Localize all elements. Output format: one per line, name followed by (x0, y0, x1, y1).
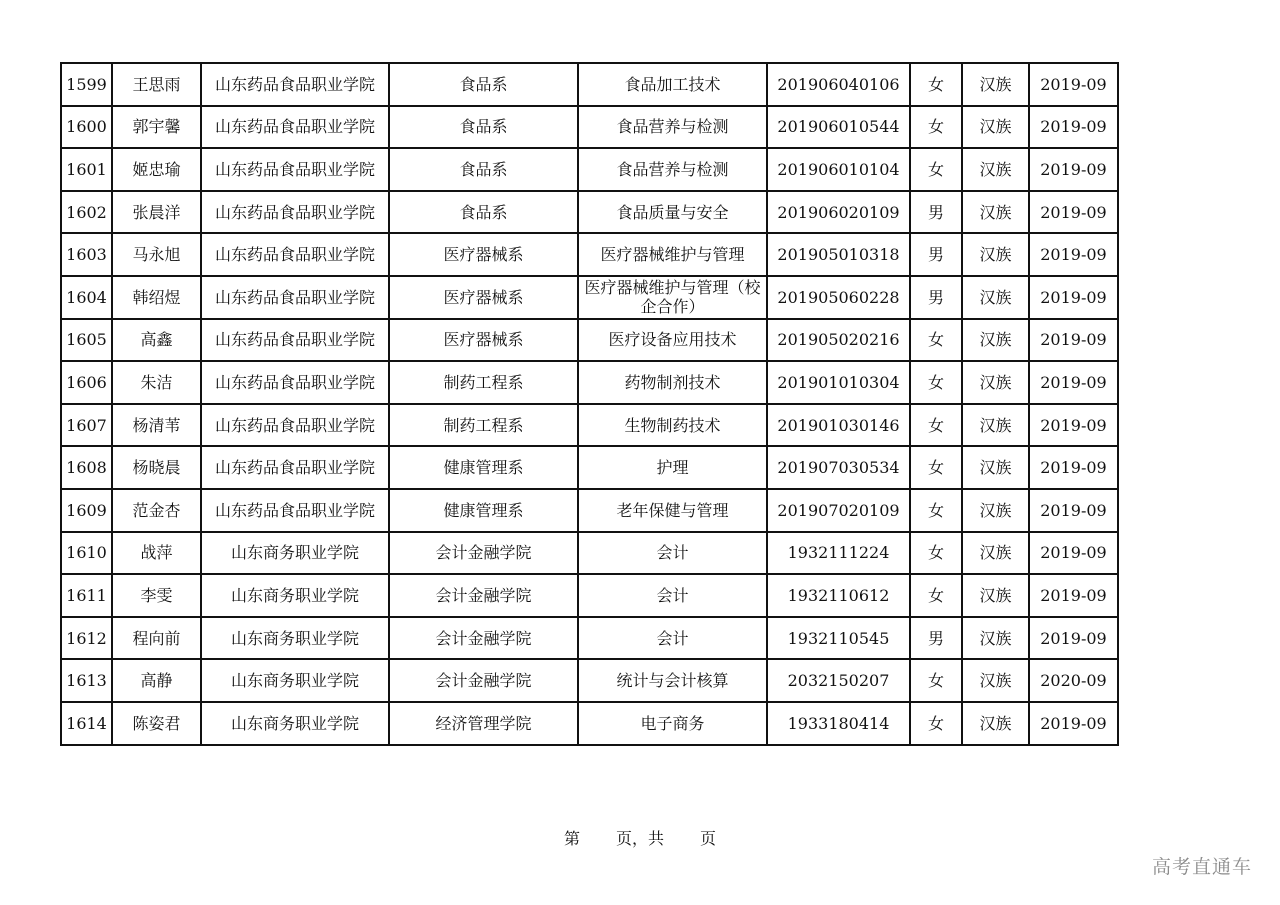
gender-cell: 女 (910, 404, 962, 447)
row-number-cell: 1614 (61, 702, 112, 745)
ethnicity-cell: 汉族 (962, 617, 1029, 660)
student-name-cell: 李雯 (112, 574, 201, 617)
student-name-cell: 战萍 (112, 532, 201, 575)
major-cell: 会计 (578, 574, 767, 617)
student-id-cell: 201905060228 (767, 276, 910, 319)
ethnicity-cell: 汉族 (962, 361, 1029, 404)
major-cell: 药物制剂技术 (578, 361, 767, 404)
table-row (61, 106, 1118, 149)
table-row (61, 659, 1118, 702)
school-cell: 山东药品食品职业学院 (201, 276, 389, 319)
ethnicity-cell: 汉族 (962, 489, 1029, 532)
row-number-cell: 1610 (61, 532, 112, 575)
row-number-cell: 1608 (61, 446, 112, 489)
enrollment-date-cell: 2019-09 (1029, 702, 1118, 745)
department-cell: 经济管理学院 (389, 702, 578, 745)
enrollment-date-cell: 2019-09 (1029, 361, 1118, 404)
row-number-cell: 1600 (61, 106, 112, 149)
department-cell: 医疗器械系 (389, 319, 578, 362)
department-cell: 会计金融学院 (389, 574, 578, 617)
student-id-cell: 201906010544 (767, 106, 910, 149)
footer-page-label: 第 (563, 829, 580, 848)
gender-cell: 女 (910, 702, 962, 745)
gender-cell: 女 (910, 446, 962, 489)
table-row (61, 319, 1118, 362)
school-cell: 山东药品食品职业学院 (201, 489, 389, 532)
student-id-cell: 201906020109 (767, 191, 910, 234)
row-number-cell: 1612 (61, 617, 112, 660)
row-number-cell: 1602 (61, 191, 112, 234)
student-id-cell: 201907030534 (767, 446, 910, 489)
major-cell: 医疗器械维护与管理 (578, 233, 767, 276)
table-row (61, 276, 1118, 319)
major-cell: 食品质量与安全 (578, 191, 767, 234)
gender-cell: 女 (910, 319, 962, 362)
ethnicity-cell: 汉族 (962, 106, 1029, 149)
student-id-cell: 201901030146 (767, 404, 910, 447)
student-id-cell: 201907020109 (767, 489, 910, 532)
department-cell: 制药工程系 (389, 404, 578, 447)
row-number-cell: 1609 (61, 489, 112, 532)
table-row (61, 574, 1118, 617)
school-cell: 山东药品食品职业学院 (201, 63, 389, 106)
enrollment-date-cell: 2019-09 (1029, 106, 1118, 149)
enrollment-date-cell: 2019-09 (1029, 276, 1118, 319)
department-cell: 制药工程系 (389, 361, 578, 404)
gender-cell: 女 (910, 361, 962, 404)
school-cell: 山东药品食品职业学院 (201, 106, 389, 149)
row-number-cell: 1601 (61, 148, 112, 191)
department-cell: 食品系 (389, 106, 578, 149)
student-name-cell: 王思雨 (112, 63, 201, 106)
table-row (61, 617, 1118, 660)
student-name-cell: 郭宇馨 (112, 106, 201, 149)
table-row (61, 446, 1118, 489)
gender-cell: 男 (910, 276, 962, 319)
ethnicity-cell: 汉族 (962, 233, 1029, 276)
school-cell: 山东药品食品职业学院 (201, 319, 389, 362)
major-cell: 医疗设备应用技术 (578, 319, 767, 362)
table-row (61, 233, 1118, 276)
table-row (61, 63, 1118, 106)
department-cell: 会计金融学院 (389, 617, 578, 660)
row-number-cell: 1607 (61, 404, 112, 447)
enrollment-date-cell: 2019-09 (1029, 404, 1118, 447)
major-cell: 电子商务 (578, 702, 767, 745)
student-id-cell: 201905020216 (767, 319, 910, 362)
enrollment-date-cell: 2019-09 (1029, 574, 1118, 617)
watermark: 高考直通车 (1151, 856, 1252, 878)
ethnicity-cell: 汉族 (962, 532, 1029, 575)
student-id-cell: 1933180414 (767, 702, 910, 745)
school-cell: 山东商务职业学院 (201, 702, 389, 745)
student-id-cell: 1932111224 (767, 532, 910, 575)
enrollment-date-cell: 2019-09 (1029, 319, 1118, 362)
ethnicity-cell: 汉族 (962, 446, 1029, 489)
gender-cell: 女 (910, 659, 962, 702)
student-name-cell: 高鑫 (112, 319, 201, 362)
page-footer (0, 826, 1280, 849)
student-name-cell: 范金杏 (112, 489, 201, 532)
table-row (61, 148, 1118, 191)
gender-cell: 女 (910, 574, 962, 617)
ethnicity-cell: 汉族 (962, 574, 1029, 617)
school-cell: 山东商务职业学院 (201, 617, 389, 660)
school-cell: 山东药品食品职业学院 (201, 361, 389, 404)
school-cell: 山东药品食品职业学院 (201, 404, 389, 447)
enrollment-date-cell: 2019-09 (1029, 617, 1118, 660)
table-row (61, 404, 1118, 447)
ethnicity-cell: 汉族 (962, 276, 1029, 319)
enrollment-date-cell: 2019-09 (1029, 446, 1118, 489)
student-name-cell: 韩绍煜 (112, 276, 201, 319)
major-cell: 会计 (578, 617, 767, 660)
department-cell: 健康管理系 (389, 446, 578, 489)
row-number-cell: 1603 (61, 233, 112, 276)
row-number-cell: 1611 (61, 574, 112, 617)
roster-body (61, 63, 1118, 745)
student-name-cell: 姬忠瑜 (112, 148, 201, 191)
department-cell: 健康管理系 (389, 489, 578, 532)
major-cell: 食品营养与检测 (578, 106, 767, 149)
major-cell: 会计 (578, 532, 767, 575)
row-number-cell: 1613 (61, 659, 112, 702)
gender-cell: 女 (910, 63, 962, 106)
student-name-cell: 马永旭 (112, 233, 201, 276)
ethnicity-cell: 汉族 (962, 319, 1029, 362)
student-name-cell: 陈姿君 (112, 702, 201, 745)
major-cell: 生物制药技术 (578, 404, 767, 447)
student-name-cell: 朱洁 (112, 361, 201, 404)
ethnicity-cell: 汉族 (962, 404, 1029, 447)
ethnicity-cell: 汉族 (962, 63, 1029, 106)
table-row (61, 489, 1118, 532)
ethnicity-cell: 汉族 (962, 191, 1029, 234)
enrollment-date-cell: 2019-09 (1029, 233, 1118, 276)
major-cell: 食品加工技术 (578, 63, 767, 106)
row-number-cell: 1606 (61, 361, 112, 404)
footer-total-label: 页，共 (615, 829, 664, 848)
school-cell: 山东商务职业学院 (201, 574, 389, 617)
ethnicity-cell: 汉族 (962, 702, 1029, 745)
student-id-cell: 201901010304 (767, 361, 910, 404)
row-number-cell: 1599 (61, 63, 112, 106)
student-id-cell: 1932110545 (767, 617, 910, 660)
student-id-cell: 2032150207 (767, 659, 910, 702)
row-number-cell: 1604 (61, 276, 112, 319)
school-cell: 山东药品食品职业学院 (201, 191, 389, 234)
enrollment-date-cell: 2019-09 (1029, 532, 1118, 575)
department-cell: 食品系 (389, 191, 578, 234)
major-cell: 食品营养与检测 (578, 148, 767, 191)
major-cell: 医疗器械维护与管理（校企合作） (578, 276, 767, 319)
enrollment-date-cell: 2019-09 (1029, 148, 1118, 191)
enrollment-date-cell: 2019-09 (1029, 489, 1118, 532)
major-cell: 统计与会计核算 (578, 659, 767, 702)
department-cell: 医疗器械系 (389, 233, 578, 276)
department-cell: 会计金融学院 (389, 659, 578, 702)
student-name-cell: 杨清苇 (112, 404, 201, 447)
department-cell: 会计金融学院 (389, 532, 578, 575)
enrollment-date-cell: 2020-09 (1029, 659, 1118, 702)
row-number-cell: 1605 (61, 319, 112, 362)
footer-page-suffix: 页 (700, 829, 717, 848)
table-row (61, 191, 1118, 234)
department-cell: 食品系 (389, 63, 578, 106)
student-id-cell: 201906010104 (767, 148, 910, 191)
ethnicity-cell: 汉族 (962, 659, 1029, 702)
student-id-cell: 1932110612 (767, 574, 910, 617)
student-id-cell: 201906040106 (767, 63, 910, 106)
department-cell: 医疗器械系 (389, 276, 578, 319)
school-cell: 山东药品食品职业学院 (201, 233, 389, 276)
table-row (61, 361, 1118, 404)
school-cell: 山东商务职业学院 (201, 532, 389, 575)
student-id-cell: 201905010318 (767, 233, 910, 276)
student-name-cell: 杨晓晨 (112, 446, 201, 489)
enrollment-date-cell: 2019-09 (1029, 191, 1118, 234)
major-cell: 老年保健与管理 (578, 489, 767, 532)
gender-cell: 男 (910, 191, 962, 234)
school-cell: 山东药品食品职业学院 (201, 446, 389, 489)
department-cell: 食品系 (389, 148, 578, 191)
student-name-cell: 程向前 (112, 617, 201, 660)
school-cell: 山东药品食品职业学院 (201, 148, 389, 191)
major-cell: 护理 (578, 446, 767, 489)
student-name-cell: 张晨洋 (112, 191, 201, 234)
gender-cell: 女 (910, 489, 962, 532)
gender-cell: 女 (910, 106, 962, 149)
school-cell: 山东商务职业学院 (201, 659, 389, 702)
gender-cell: 女 (910, 148, 962, 191)
student-name-cell: 高静 (112, 659, 201, 702)
gender-cell: 女 (910, 532, 962, 575)
enrollment-date-cell: 2019-09 (1029, 63, 1118, 106)
table-row (61, 702, 1118, 745)
ethnicity-cell: 汉族 (962, 148, 1029, 191)
student-roster-table (60, 62, 1119, 746)
gender-cell: 男 (910, 233, 962, 276)
gender-cell: 男 (910, 617, 962, 660)
table-row (61, 532, 1118, 575)
